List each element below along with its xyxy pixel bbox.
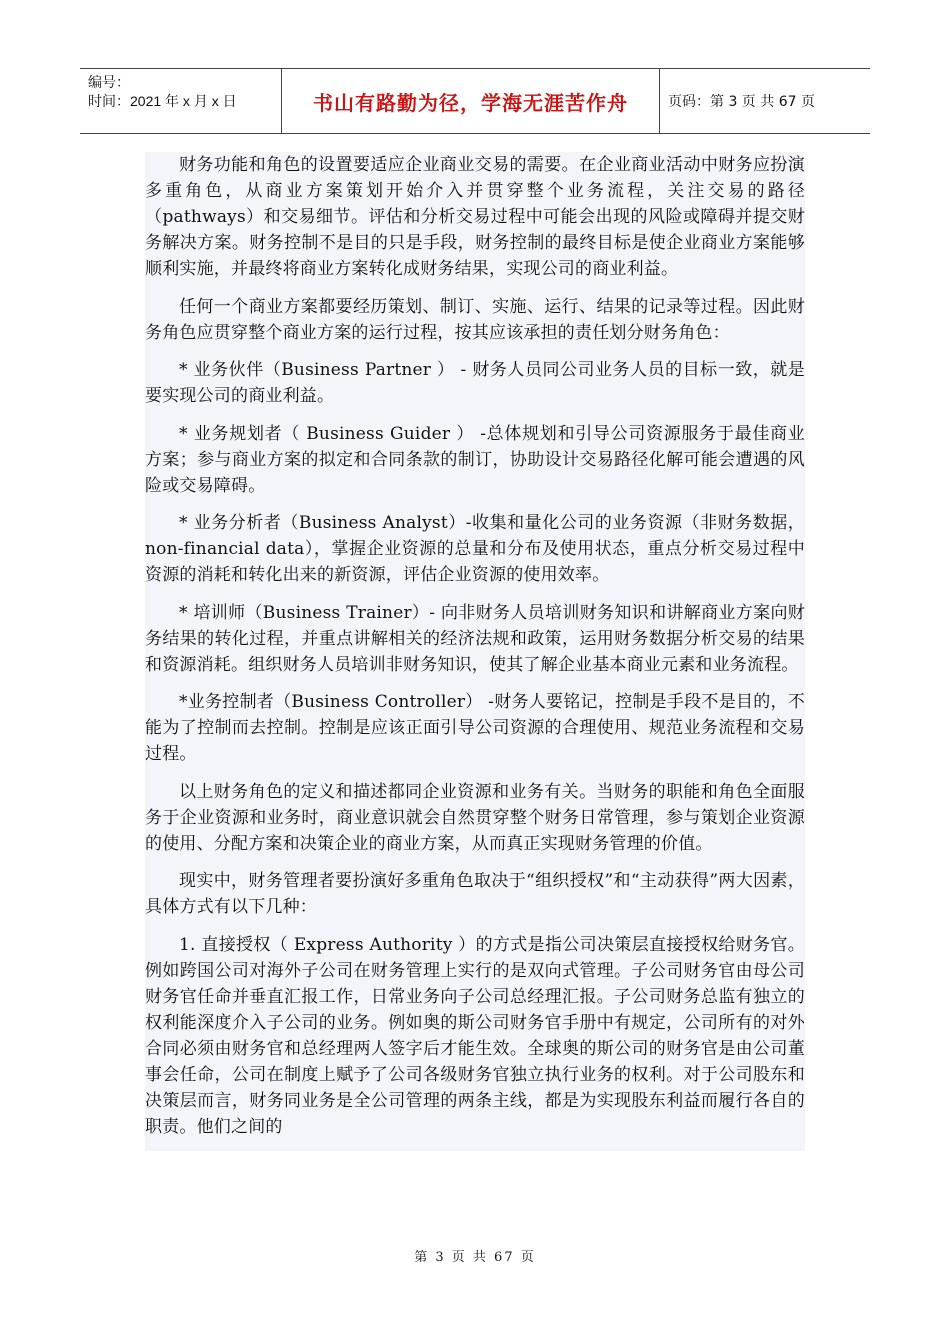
header-meta <box>80 69 282 133</box>
paragraph: * 业务分析者（Business Analyst）-收集和量化公司的业务资源（非财务数据，non-financial data），掌握企业资源的总量和分布及使用状态，重点分析交易过程中资源的消耗和转化出来的新资源，评估企业资源的使用效率。 <box>145 513 805 585</box>
time-label: 时间：2021 年 x 月 x 日 <box>88 93 237 109</box>
paragraph: 以上财务角色的定义和描述都同企业资源和业务有关。当财务的职能和角色全面服务于企业资源和业务时，商业意识就会自然贯穿整个财务日常管理，参与策划企业资源的使用、分配方案和决策企业的商业方案，从而真正实现财务管理的价值。 <box>145 781 805 854</box>
page-header <box>80 68 870 134</box>
paragraph: 现实中，财务管理者要扮演好多重角色取决于“组织授权”和“主动获得”两大因素，具体方式有以下几种： <box>145 871 805 917</box>
page-footer: 第 3 页 共 67 页 <box>414 1250 536 1265</box>
code-label: 编号： <box>88 74 130 90</box>
paragraph: 财务功能和角色的设置要适应企业商业交易的需要。在企业商业活动中财务应扮演多重角色，从商业方案策划开始介入并贯穿整个业务流程，关注交易的路径（pathways）和交易细节。评估和分析交易过程中可能会出现的风险或障碍并提交财务解决方案。财务控制不是目的只是手段，财务控制的最终目标是使企业商业方案能够顺利实施，并最终将商业方案转化成财务结果，实现公司的商业利益。 <box>145 155 805 279</box>
header-page-number: 页码：第 3 页 共 67 页 <box>668 94 815 110</box>
paragraph: * 培训师（Business Trainer）- 向非财务人员培训财务知识和讲解商业方案向财务结果的转化过程，并重点讲解相关的经济法规和政策，运用财务数据分析交易的结果和资源消耗。组织财务人员培训非财务知识，使其了解企业基本商业元素和业务流程。 <box>145 602 805 675</box>
paragraph: * 业务伙伴（Business Partner ） - 财务人员同公司业务人员的目标一致，就是要实现公司的商业利益。 <box>145 360 805 406</box>
paragraph: 任何一个商业方案都要经历策划、制订、实施、运行、结果的记录等过程。因此财务角色应贯穿整个商业方案的运行过程，按其应该承担的责任划分财务角色： <box>145 296 805 343</box>
header-motto: 书山有路勤为径，学海无涯苦作舟 <box>282 69 660 133</box>
document-body <box>145 152 805 1151</box>
paragraph: 1. 直接授权（ Express Authority ）的方式是指公司决策层直接授权给财务官。例如跨国公司对海外子公司在财务管理上实行的是双向式管理。子公司财务官由母公司财务官任命并垂直汇报工作，日常业务向子公司总经理汇报。子公司财务总监有独立的权利能深度介入子公司的业务。例如奥的斯公司财务官手册中有规定，公司所有的对外合同必须由财务官和总经理两人签字后才能生效。全球奥的斯公司的财务官是由公司董事会任命，公司在制度上赋予了公司各级财务官独立执行业务的权利。对于公司股东和决策层而言，财务同业务是全公司管理的两条主线，都是为实现股东利益而履行各自的职责。他们之间的 <box>145 934 805 1137</box>
paragraph: * 业务规划者（ Business Guider ） -总体规划和引导公司资源服务于最佳商业方案；参与商业方案的拟定和合同条款的制订，协助设计交易路径化解可能会遭遇的风险或交易障碍。 <box>145 423 805 496</box>
paragraph: *业务控制者（Business Controller） -财务人要铭记，控制是手段不是目的，不能为了控制而去控制。控制是应该正面引导公司资源的合理使用、规范业务流程和交易过程。 <box>145 692 805 764</box>
